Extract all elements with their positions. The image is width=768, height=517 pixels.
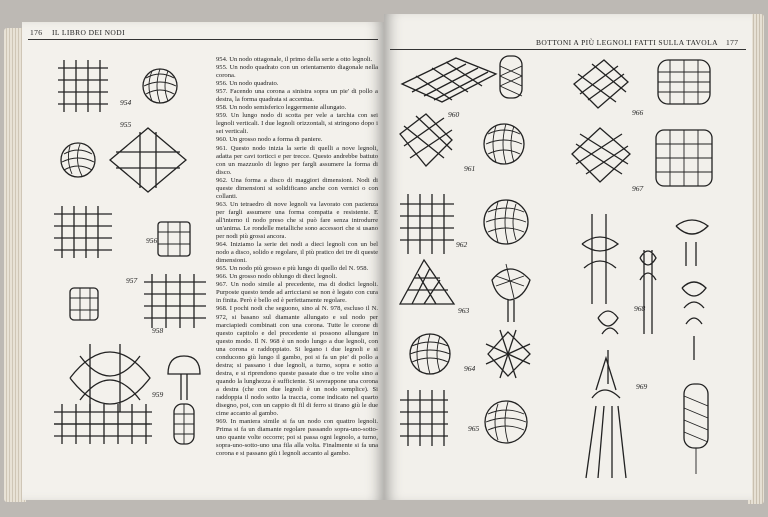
knot-960-diagram — [402, 58, 496, 102]
para-957: 957. Facendo una corona a sinistra sopra un pie' di pollo a destra, la forma quadrata si accentua. — [216, 88, 378, 104]
knot-962-diagram — [400, 194, 454, 254]
knot-954-diagram — [58, 60, 108, 112]
left-page — [22, 22, 384, 500]
fig-label-964: 964 — [464, 364, 476, 373]
right-header-rule — [390, 49, 746, 50]
knot-963-finished — [492, 264, 530, 322]
fig-label-967: 967 — [632, 184, 644, 193]
fig-label-969: 969 — [636, 382, 648, 391]
fig-label-968: 968 — [634, 304, 646, 313]
left-knot-illustrations — [50, 56, 210, 426]
knot-954-finished — [143, 69, 177, 103]
fig-label-954: 954 — [120, 98, 132, 107]
para-962: 962. Una forma a disco di maggiori dimensioni. Nodi di queste dimensioni si solidificano anche con vernici o con collanti. — [216, 176, 378, 200]
right-running-head: BOTTONI A PIÙ LEGNOLI FATTI SULLA TAVOLA — [536, 38, 718, 47]
para-956: 956. Un nodo quadrato. — [216, 80, 279, 88]
knot-956-finished — [158, 222, 190, 256]
knot-956-diagram — [54, 206, 112, 258]
knot-965-finished — [485, 401, 527, 443]
fig-label-961: 961 — [464, 164, 476, 173]
knot-963-diagram — [400, 260, 454, 304]
knot-965-diagram — [400, 390, 448, 446]
knot-966-diagram — [574, 60, 628, 108]
fig-label-955: 955 — [120, 120, 132, 129]
para-960: 960. Un grosso nodo a forma di paniere. — [216, 136, 323, 144]
para-965: 965. Un nodo più grosso e più lungo di quello del N. 958. — [216, 265, 369, 273]
knot-964-diagram — [486, 330, 530, 378]
fig-label-963: 963 — [458, 306, 470, 315]
fig-label-960: 960 — [448, 110, 460, 119]
para-958: 958. Un nodo semisferico leggermente allungato. — [216, 104, 347, 112]
para-968: 968. I pochi nodi che seguono, sino al N. 978, escluso il N. 972, si basano sul diamante allungato e sul nodo per marciapiedi combinati con una corona. Tutte le corone di questo capitolo e del precedente si possono allungare in questo modo. Il N. 968 è un nodo lungo a due legnoli, con una corona e raddoppiato. Si legano i due legnoli e si conducono giù lungo il gambo, poi si fa un pie' di pollo a destra; si passano i due legnoli, a turno, sopra e sotto a destra, e si riprendono queste passate due o tre volte sino a quando la lunghezza è sufficiente. Si sovrappone una corona a destra (che con due legnoli è un nodo semplice). Si raddoppia il nodo sotto la traccia, come indicato nel quarto disegno, poi, con un cappio di fil di ferro si tirano giù le due cime accanto al gambo. — [216, 305, 378, 418]
para-963: 963. Un tetraedro di nove legnoli va lavorato con pazienza per fargli assumere una forma compatta e resistente. E all'interno il nodo preso che si può fare senza introdurre un'anima. Le rondelle metalliche sono accessori che si usano per nodi più grossi ancora. — [216, 200, 378, 241]
para-966: 966. Un grosso nodo oblungo di dieci legnoli. — [216, 273, 338, 281]
para-967: 967. Un nodo simile al precedente, ma di dodici legnoli. Purposte questo tende ad arricciarsi se non è legato con cura in finita. Però è bello ed è perfettamente regolare. — [216, 281, 378, 305]
knot-957-diagram — [144, 274, 206, 328]
knot-969-diagrams — [586, 358, 708, 478]
left-running-head: IL LIBRO DEI NODI — [52, 28, 125, 37]
knot-960-finished — [500, 56, 522, 98]
para-964: 964. Iniziamo la serie dei nodi a dieci legnoli con un bel nodo a disco, solido e regolare, il più pratico dei tre di queste dimensioni. — [216, 241, 378, 265]
fig-label-956: 956 — [146, 236, 158, 245]
fig-label-959: 959 — [152, 390, 164, 399]
left-page-number: 176 — [30, 28, 43, 37]
knot-964-finished — [410, 334, 450, 374]
knot-967-finished — [656, 130, 712, 186]
right-page-number: 177 — [726, 38, 739, 47]
para-961: 961. Questo nodo inizia la serie di quelli a nove legnoli, adatta per cavi torticci e per trecce. Questo andrebbe battuto con un mazzuolo di legno per fargli assumere la forma di disco. — [216, 144, 378, 176]
knot-962-finished — [484, 200, 528, 244]
para-955: 955. Un nodo quadrato con un orientamento diagonale nella corona. — [216, 64, 378, 80]
right-knot-illustrations — [396, 54, 746, 494]
left-text-column — [216, 56, 378, 458]
fig-label-966: 966 — [632, 108, 644, 117]
fig-label-965: 965 — [468, 424, 480, 433]
fig-label-958: 958 — [152, 326, 164, 335]
para-954: 954. Un nodo ottagonale, il primo della serie a otto legnoli. — [216, 56, 373, 63]
knot-961-diagram — [400, 114, 452, 166]
knot-957-finished — [70, 288, 98, 320]
para-959: 959. Un lungo nodo di scotta per vele a tarchia con sei legnoli verticali. I due legnoli orizzontali, si stringono dopo i sei verticali. — [216, 112, 378, 136]
left-header-rule — [28, 39, 378, 40]
knot-966-finished — [658, 60, 710, 104]
knot-955-diagram — [110, 128, 186, 192]
knot-961-finished — [484, 124, 524, 164]
knot-967-diagram — [572, 128, 630, 182]
left-knot-959 — [50, 394, 210, 454]
knot-968-diagrams — [582, 214, 708, 384]
fig-label-957: 957 — [126, 276, 138, 285]
para-969: 969. In maniera simile si fa un nodo con quattro legnoli. Prima si fa un diamante regolare passando sopra-uno-sotto-uno quante volte occorre; poi si passa ogni legnolo, a turno, sopra-uno-sotto-uno una fila alla volta. Finalmente si fa una corona e si passano giù i legnoli accanto al gambo. — [216, 418, 378, 458]
fig-label-962: 962 — [456, 240, 468, 249]
knot-955-finished — [61, 143, 95, 177]
right-page — [384, 14, 752, 500]
